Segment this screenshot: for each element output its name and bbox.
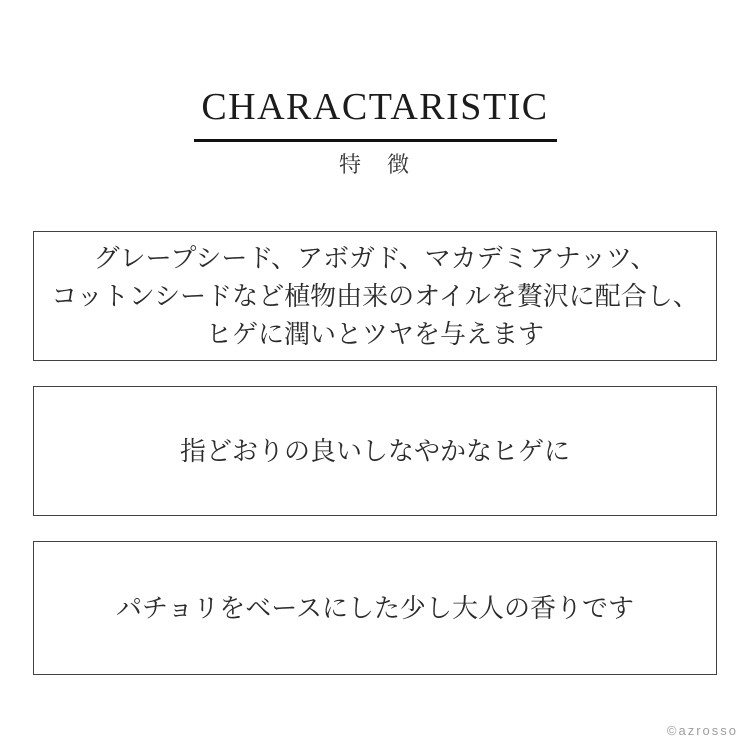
feature-text-line: パチョリをベースにした少し大人の香りです xyxy=(116,593,634,623)
page-subtitle: 特 徴 xyxy=(338,152,411,177)
copyright-text: ©azrosso xyxy=(666,723,738,738)
feature-box-smooth-beard xyxy=(33,386,717,516)
feature-text-line: ヒゲに潤いとツヤを与えます xyxy=(205,319,544,349)
header xyxy=(0,0,750,176)
feature-text-line: コットンシードなど植物由来のオイルを贅沢に配合し、 xyxy=(51,281,699,311)
feature-list xyxy=(33,231,717,675)
feature-box-oil-blend xyxy=(33,231,717,361)
feature-text-line: グレープシード、アボガド、マカデミアナッツ、 xyxy=(93,243,657,273)
title-underline xyxy=(194,139,557,142)
page-title: CHARACTARISTIC xyxy=(201,86,549,128)
feature-text-line: 指どおりの良いしなやかなヒゲに xyxy=(179,436,570,466)
feature-box-patchouli-scent xyxy=(33,541,717,675)
